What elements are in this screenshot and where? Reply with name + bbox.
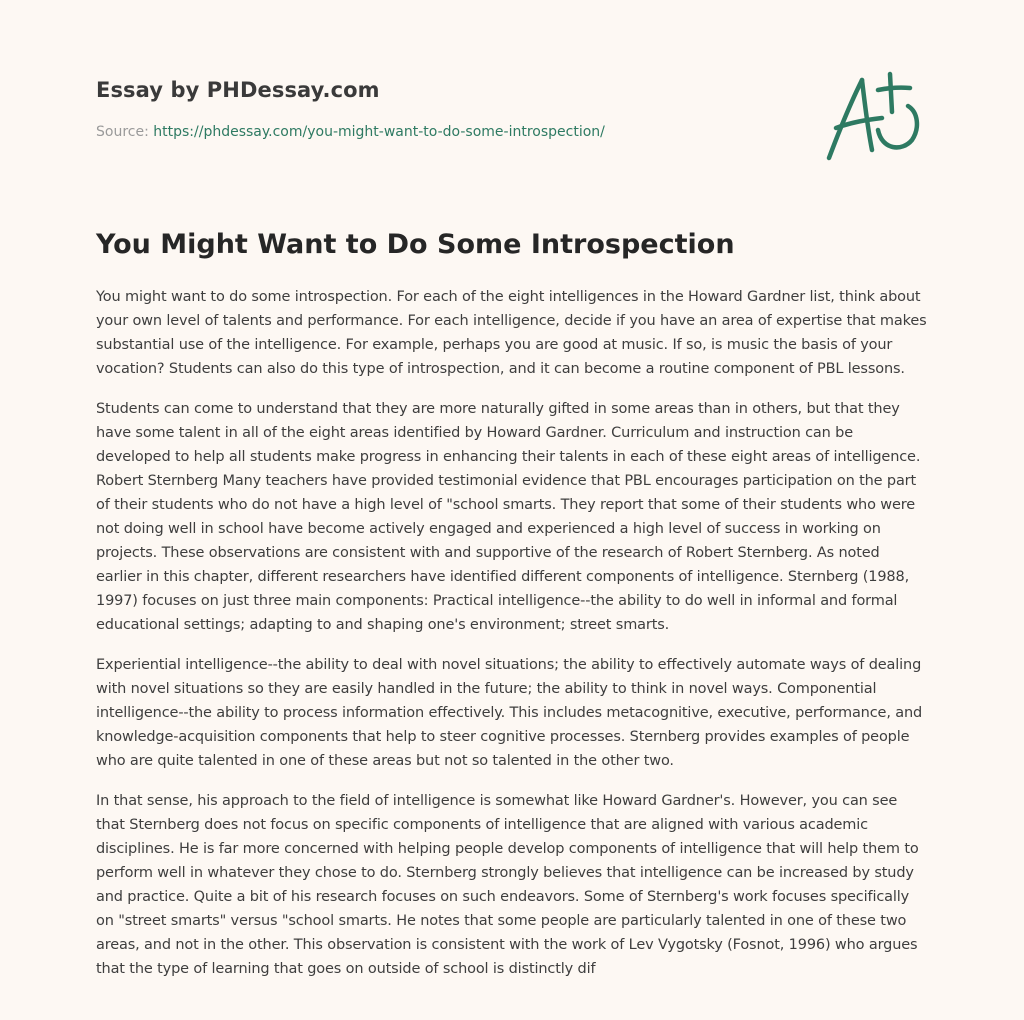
source-line bbox=[96, 124, 605, 140]
essay-body bbox=[96, 285, 928, 997]
essay-paragraph: Experiential intelligence--the ability to deal with novel situations; the ability to effectively automate ways of dealing with novel situations so they are easily handled in the future; the ability to think in novel ways. Componential intelligence--the ability to process information effectively. This includes metacognitive, executive, performance, and knowledge-acquisition components that help to steer cognitive processes. Sternberg provides examples of people who are quite talented in one of these areas but not so talented in the other two. bbox=[96, 657, 923, 769]
essay-paragraph: You might want to do some introspection. For each of the eight intelligences in the Howard Gardner list, think about your own level of talents and performance. For each intelligence, decide if you have an area of expertise that makes substantial use of the intelligence. For example, perhaps you are good at music. If so, is music the basis of your vocation? Students can also do this type of introspection, and it can become a routine component of PBL lessons. bbox=[96, 289, 927, 377]
essay-title: You Might Want to Do Some Introspection bbox=[96, 229, 735, 260]
essay-paragraph: In that sense, his approach to the field of intelligence is somewhat like Howard Gardner's. However, you can see that Sternberg does not focus on specific components of intelligence that are aligned with various academic disciplines. He is far more concerned with helping people develop components of intelligence that will help them to perform well in whatever they chose to do. Sternberg strongly believes that intelligence can be increased by study and practice. Quite a bit of his research focuses on such endeavors. Some of Sternberg's work focuses specifically on "street smarts" versus "school smarts. He notes that some people are particularly talented in one of these two areas, and not in the other. This observation is consistent with the work of Lev Vygotsky (Fosnot, 1996) who argues that the type of learning that goes on outside of school is distinctly dif bbox=[96, 793, 919, 977]
brand-title: Essay by PHDessay.com bbox=[96, 78, 380, 102]
a-plus-logo-icon bbox=[822, 68, 926, 164]
source-link[interactable]: https://phdessay.com/you-might-want-to-do-some-introspection/ bbox=[153, 124, 605, 140]
essay-paragraph: Students can come to understand that they are more naturally gifted in some areas than in others, but that they have some talent in all of the eight areas identified by Howard Gardner. Curriculum and instruction can be developed to help all students make progress in enhancing their talents in each of these eight areas of intelligence. Robert Sternberg Many teachers have provided testimonial evidence that PBL encourages participation on the part of their students who do not have a high level of "school smarts. They report that some of their students who were not doing well in school have become actively engaged and experienced a high level of success in working on projects. These observations are consistent with and supportive of the research of Robert Sternberg. As noted earlier in this chapter, different researchers have identified different components of intelligence. Sternberg (1988, 1997) focuses on just three main components: Practical intelligence--the ability to do well in informal and formal educational settings; adapting to and shaping one's environment; street smarts. bbox=[96, 401, 921, 633]
source-label: Source: bbox=[96, 124, 154, 140]
page-header bbox=[96, 76, 796, 140]
